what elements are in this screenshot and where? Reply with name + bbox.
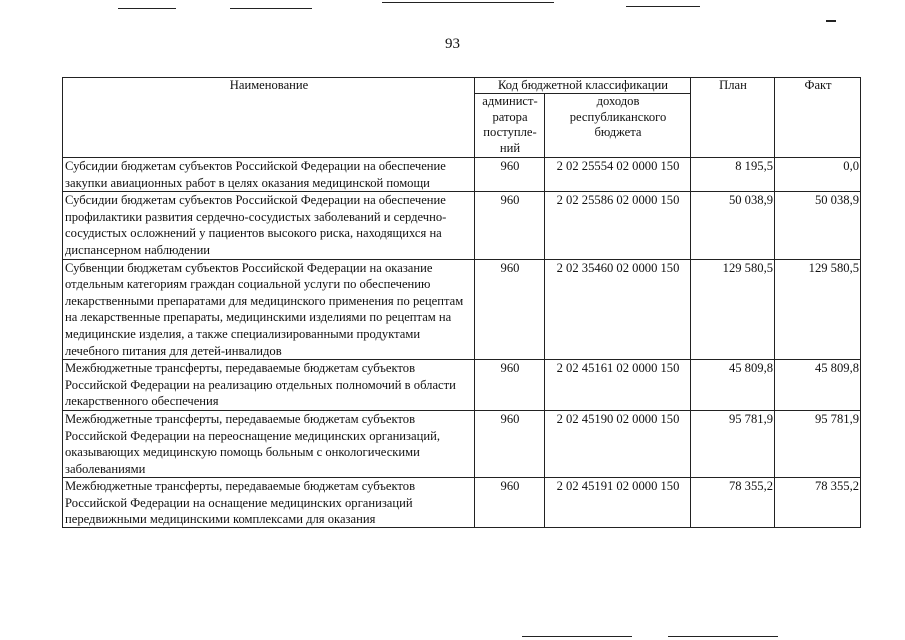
- row-budget-code: 2 02 45161 02 0000 150: [545, 360, 691, 411]
- row-budget-code: 2 02 25586 02 0000 150: [545, 192, 691, 259]
- scan-line: [382, 2, 554, 3]
- header-revenue: доходов республиканского бюджета: [545, 94, 691, 158]
- row-name: Субсидии бюджетам субъектов Российской Федерации на обеспечение профилактики развития сердечно-сосудистых заболеваний и сердечно-сосудистых осложнений у пациентов высокого риска, находящихся на диспансерном наблюдении: [63, 192, 475, 259]
- row-plan: 78 355,2: [691, 478, 775, 528]
- row-plan: 45 809,8: [691, 360, 775, 411]
- header-row: [63, 78, 861, 94]
- row-fact: 129 580,5: [775, 259, 861, 360]
- row-name: Межбюджетные трансферты, передаваемые бюджетам субъектов Российской Федерации на переоснащение медицинских организаций, оказывающих медицинскую помощь больным с онкологическими заболеваниями: [63, 410, 475, 477]
- row-admin-code: 960: [475, 192, 545, 259]
- header-admin: админист-ратора поступле-ний: [475, 94, 545, 158]
- row-plan: 95 781,9: [691, 410, 775, 477]
- row-plan: 50 038,9: [691, 192, 775, 259]
- table-row: [63, 158, 861, 192]
- scan-line: [826, 20, 836, 22]
- row-budget-code: 2 02 45191 02 0000 150: [545, 478, 691, 528]
- budget-table: [62, 77, 861, 528]
- header-name: Наименование: [63, 78, 475, 158]
- header-plan: План: [691, 78, 775, 158]
- row-fact: 78 355,2: [775, 478, 861, 528]
- row-fact: 95 781,9: [775, 410, 861, 477]
- header-fact: Факт: [775, 78, 861, 158]
- scan-line: [522, 636, 632, 637]
- table-row: [63, 259, 861, 360]
- row-admin-code: 960: [475, 259, 545, 360]
- scan-line: [626, 6, 700, 7]
- table-row: [63, 192, 861, 259]
- row-admin-code: 960: [475, 360, 545, 411]
- row-name: Межбюджетные трансферты, передаваемые бюджетам субъектов Российской Федерации на оснащение медицинских организаций передвижными медицинскими комплексами для оказания: [65, 479, 416, 527]
- header-code-group: Код бюджетной классификации: [475, 78, 691, 94]
- row-plan: 8 195,5: [691, 158, 775, 192]
- page-number: 93: [445, 36, 460, 52]
- scan-line: [230, 8, 312, 9]
- row-name: Субсидии бюджетам субъектов Российской Федерации на обеспечение закупки авиационных работ в целях оказания медицинской помощи: [63, 158, 475, 192]
- row-name-cell: [63, 478, 475, 528]
- row-fact: 45 809,8: [775, 360, 861, 411]
- row-budget-code: 2 02 45190 02 0000 150: [545, 410, 691, 477]
- row-admin-code: 960: [475, 158, 545, 192]
- scan-line: [668, 636, 778, 637]
- row-admin-code: 960: [475, 410, 545, 477]
- table-row: [63, 360, 861, 411]
- row-name: Межбюджетные трансферты, передаваемые бюджетам субъектов Российской Федерации на реализацию отдельных полномочий в области лекарственного обеспечения: [63, 360, 475, 411]
- row-fact: 50 038,9: [775, 192, 861, 259]
- row-plan: 129 580,5: [691, 259, 775, 360]
- row-admin-code: 960: [475, 478, 545, 528]
- row-name: Субвенции бюджетам субъектов Российской Федерации на оказание отдельным категориям граждан социальной услуги по обеспечению лекарственными препаратами для медицинского применения по рецептам на лекарственные препараты, медицинскими изделиями по рецептам на медицинские изделия, а также специализированными продуктами лечебного питания для детей-инвалидов: [63, 259, 475, 360]
- table-row: [63, 478, 861, 528]
- scan-line: [118, 8, 176, 9]
- row-budget-code: 2 02 35460 02 0000 150: [545, 259, 691, 360]
- table-row: [63, 410, 861, 477]
- row-fact: 0,0: [775, 158, 861, 192]
- row-budget-code: 2 02 25554 02 0000 150: [545, 158, 691, 192]
